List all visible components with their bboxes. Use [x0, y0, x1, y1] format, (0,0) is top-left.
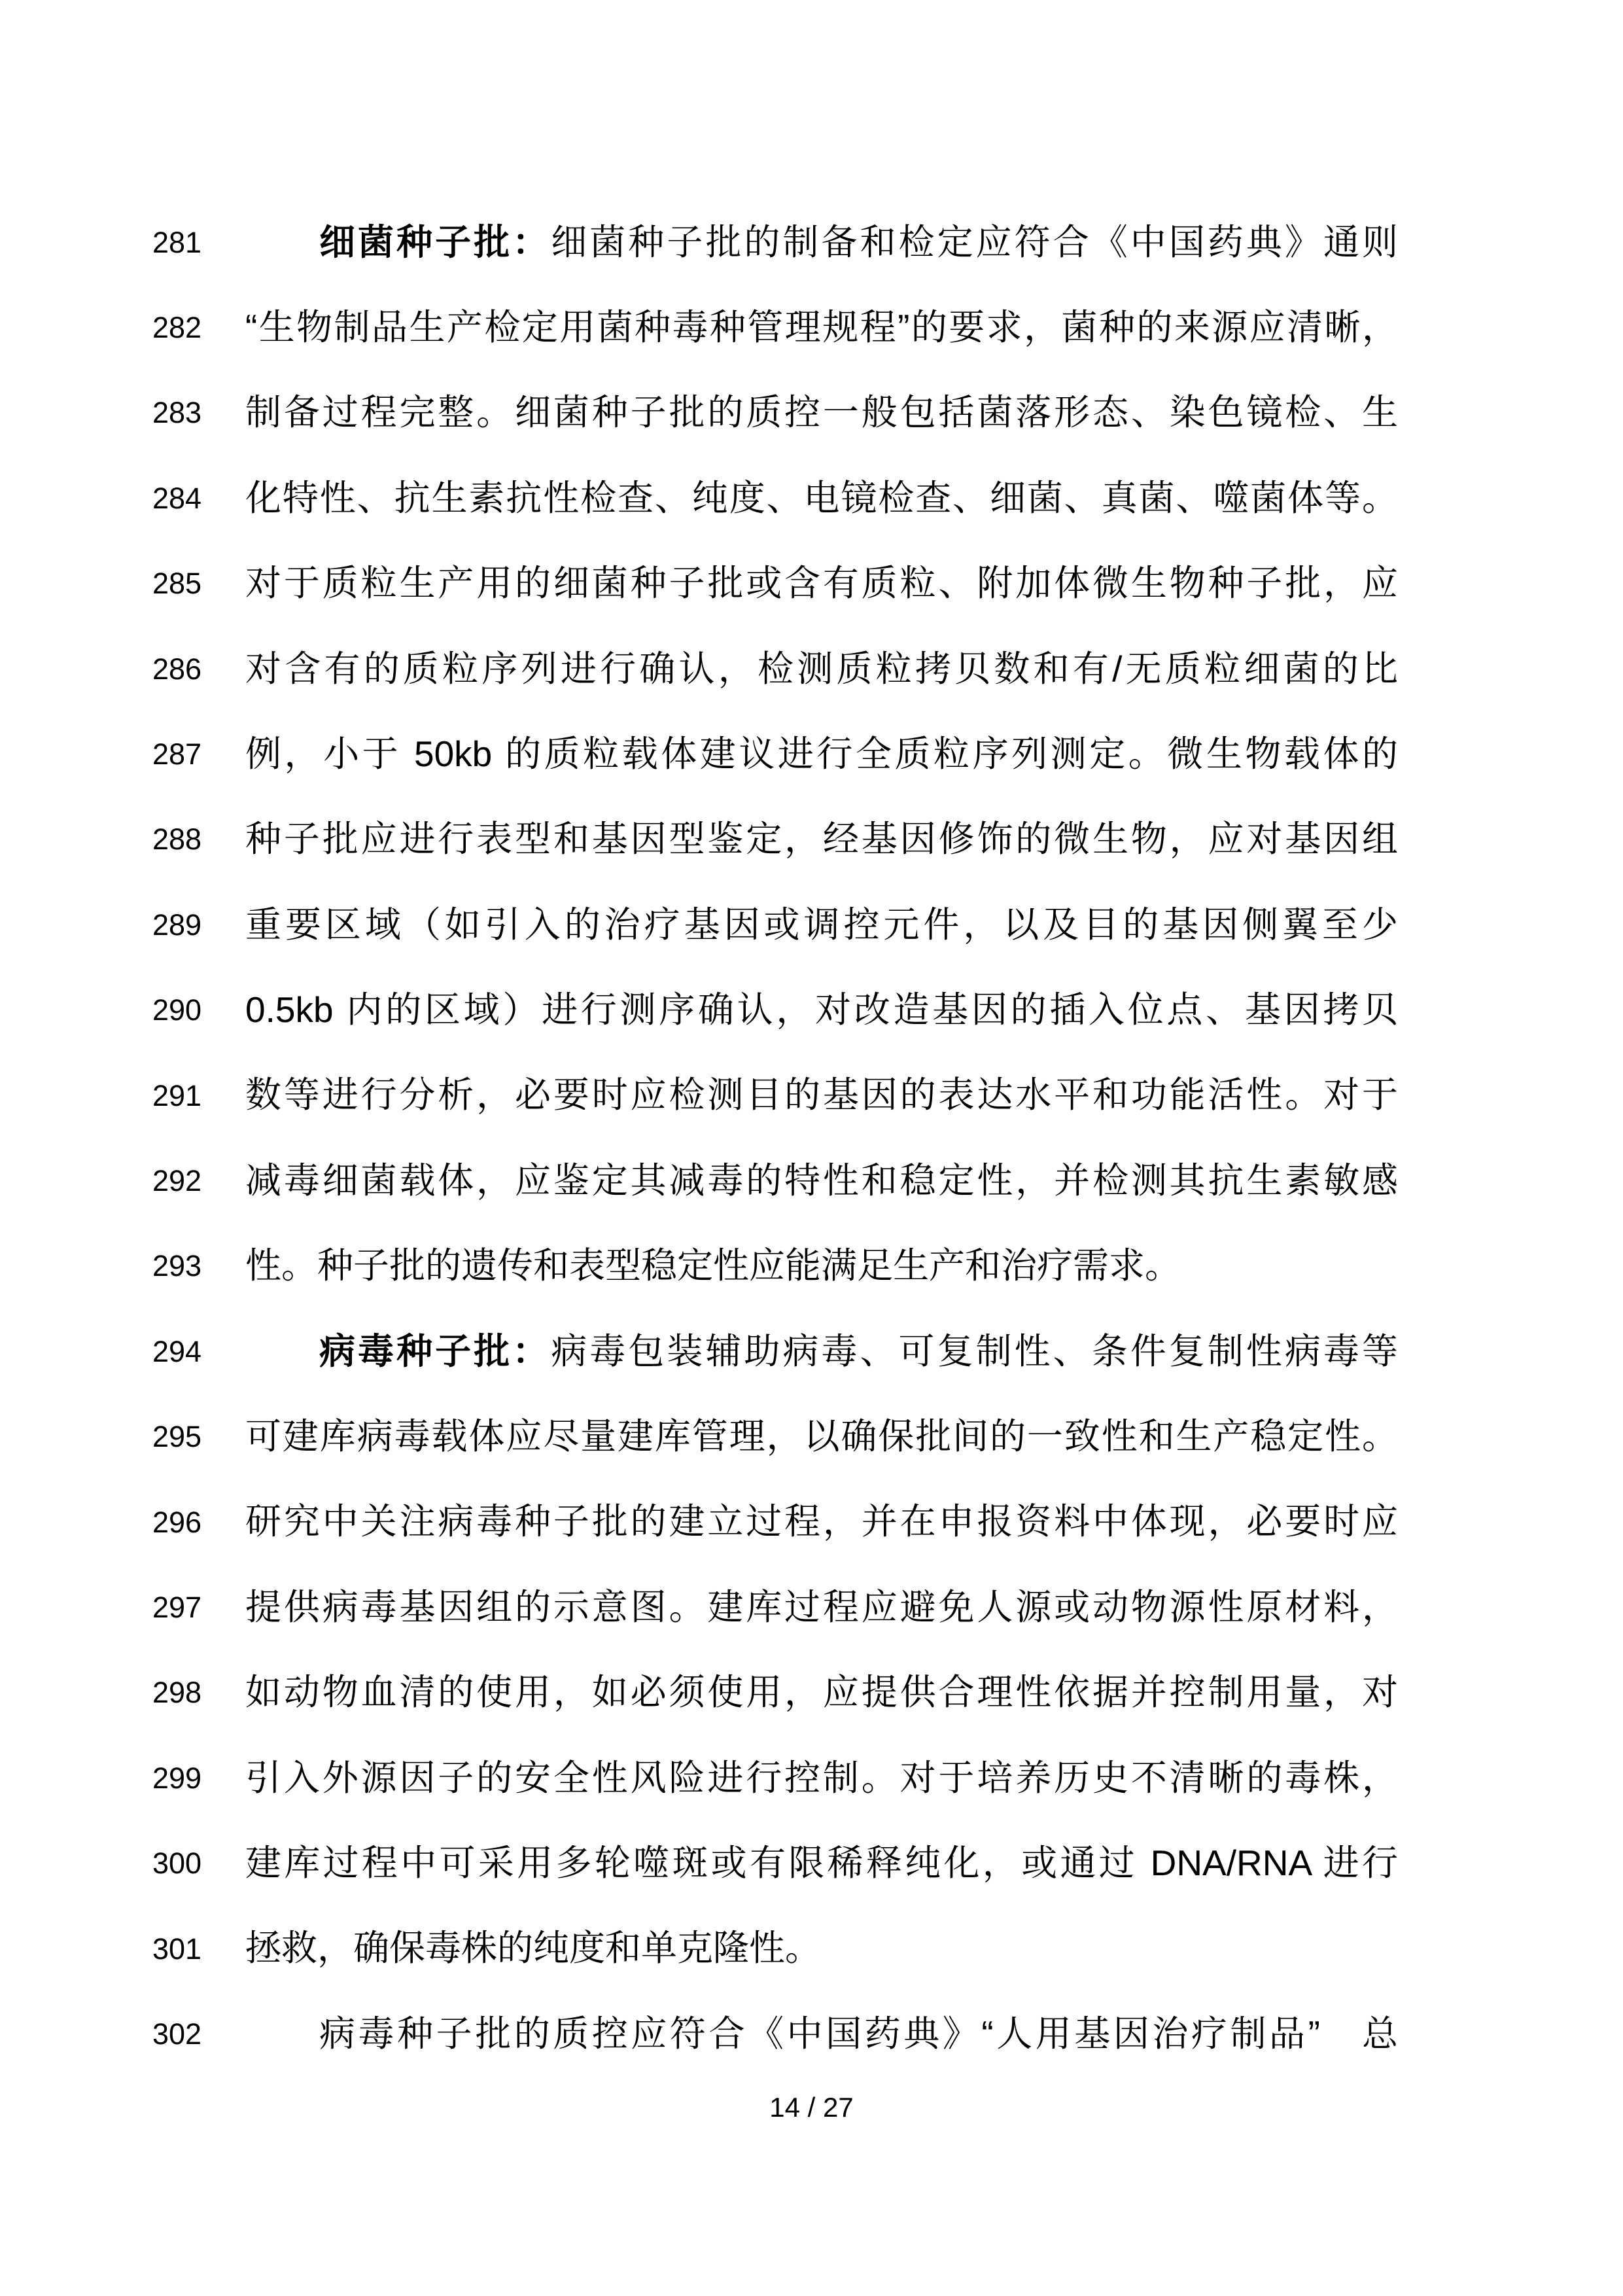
line-text: 化特性、抗生素抗性检查、纯度、电镜检查、细菌、真菌、噬菌体等。	[245, 477, 1398, 518]
document-line	[0, 370, 1623, 455]
line-text: 建库过程中可采用多轮噬斑或有限稀释纯化，或通过 DNA/RNA 进行	[245, 1842, 1398, 1883]
line-number: 288	[152, 822, 202, 857]
line-number: 289	[152, 908, 202, 942]
document-line	[0, 1053, 1623, 1138]
line-number: 294	[152, 1334, 202, 1368]
document-line	[0, 1564, 1623, 1650]
document-line	[0, 285, 1623, 370]
line-number: 293	[152, 1249, 202, 1283]
line-number: 284	[152, 481, 202, 515]
document-line	[0, 1309, 1623, 1394]
document-line	[0, 1138, 1623, 1223]
bold-term: 细菌种子批：	[319, 221, 551, 262]
line-text	[245, 222, 1398, 263]
line-number: 281	[152, 225, 202, 259]
line-number: 300	[152, 1846, 202, 1881]
page-number: 14 / 27	[769, 2092, 854, 2123]
document-line	[0, 1394, 1623, 1479]
document-line	[0, 968, 1623, 1053]
line-text: 性。种子批的遗传和表型稳定性应能满足生产和治疗需求。	[245, 1245, 1181, 1286]
document-line	[0, 882, 1623, 967]
line-text: 可建库病毒载体应尽量建库管理，以确保批间的一致性和生产稳定性。	[245, 1416, 1398, 1457]
line-number: 296	[152, 1505, 202, 1539]
document-line	[0, 711, 1623, 796]
line-text: 重要区域（如引入的治疗基因或调控元件，以及目的基因侧翼至少	[245, 904, 1398, 945]
line-number: 282	[152, 311, 202, 345]
document-line	[0, 455, 1623, 540]
line-text: 引入外源因子的安全性风险进行控制。对于培养历史不清晰的毒株，	[245, 1757, 1398, 1798]
line-text: 拯救，确保毒株的纯度和单克隆性。	[245, 1928, 822, 1969]
line-number: 290	[152, 993, 202, 1027]
line-text: 病毒种子批的质控应符合《中国药典》“人用基因治疗制品” 总	[319, 2013, 1398, 2054]
line-text-body: 细菌种子批的制备和检定应符合《中国药典》通则	[551, 221, 1398, 262]
line-text: 制备过程完整。细菌种子批的质控一般包括菌落形态、染色镜检、生	[245, 392, 1398, 433]
line-number: 283	[152, 396, 202, 430]
line-text: 数等进行分析，必要时应检测目的基因的表达水平和功能活性。对于	[245, 1074, 1398, 1116]
line-number: 302	[152, 2017, 202, 2051]
line-text: 0.5kb 内的区域）进行测序确认，对改造基因的插入位点、基因拷贝	[245, 989, 1398, 1031]
line-number: 291	[152, 1078, 202, 1112]
line-text: 如动物血清的使用，如必须使用，应提供合理性依据并控制用量，对	[245, 1672, 1398, 1713]
document-line	[0, 1906, 1623, 1991]
line-text: 研究中关注病毒种子批的建立过程，并在申报资料中体现，必要时应	[245, 1501, 1398, 1542]
line-text: 例，小于 50kb 的质粒载体建议进行全质粒序列测定。微生物载体的	[245, 733, 1398, 774]
line-text	[245, 1331, 1398, 1372]
line-text: “生物制品生产检定用菌种毒种管理规程”的要求，菌种的来源应清晰，	[245, 306, 1398, 347]
line-number: 298	[152, 1676, 202, 1710]
line-text: 减毒细菌载体，应鉴定其减毒的特性和稳定性，并检测其抗生素敏感	[245, 1159, 1398, 1201]
line-text: 对含有的质粒序列进行确认，检测质粒拷贝数和有/无质粒细菌的比	[245, 648, 1398, 689]
document-line	[0, 797, 1623, 882]
line-number: 301	[152, 1932, 202, 1966]
line-number: 297	[152, 1590, 202, 1624]
line-number: 299	[152, 1761, 202, 1795]
document-line	[0, 541, 1623, 626]
document-line	[0, 1820, 1623, 1905]
line-text: 种子批应进行表型和基因型鉴定，经基因修饰的微生物，应对基因组	[245, 819, 1398, 860]
document-body	[0, 200, 1623, 2077]
line-number: 295	[152, 1420, 202, 1454]
document-line	[0, 1650, 1623, 1735]
line-number: 287	[152, 737, 202, 771]
document-line	[0, 1991, 1623, 2076]
line-text-body: 病毒包装辅助病毒、可复制性、条件复制性病毒等	[551, 1330, 1398, 1371]
line-number: 286	[152, 652, 202, 686]
document-line	[0, 1479, 1623, 1564]
document-line	[0, 626, 1623, 711]
document-line	[0, 1735, 1623, 1820]
line-text: 对于质粒生产用的细菌种子批或含有质粒、附加体微生物种子批，应	[245, 563, 1398, 604]
line-number: 292	[152, 1163, 202, 1197]
document-line	[0, 200, 1623, 285]
bold-term: 病毒种子批：	[319, 1330, 551, 1371]
document-line	[0, 1224, 1623, 1309]
line-number: 285	[152, 567, 202, 601]
line-text: 提供病毒基因组的示意图。建库过程应避免人源或动物源性原材料，	[245, 1586, 1398, 1627]
